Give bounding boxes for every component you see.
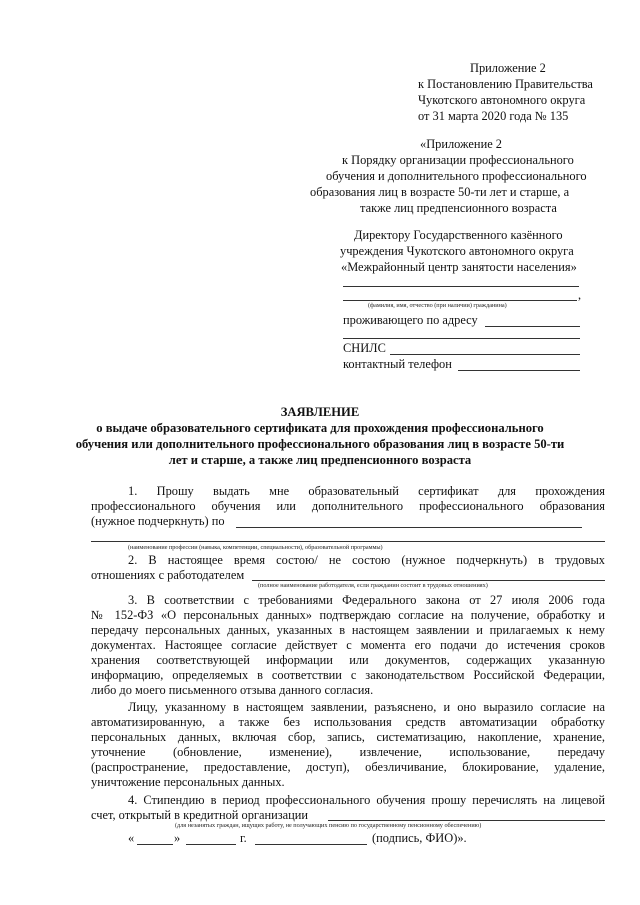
address-field[interactable] xyxy=(485,326,580,327)
profession-field[interactable] xyxy=(236,527,582,528)
item-3-paragraph xyxy=(91,593,605,698)
item-1-line: 1. Прошу выдать мне образовательный сертификат для прохождения xyxy=(128,484,605,498)
item-1-paragraph xyxy=(91,484,605,514)
phone-field[interactable] xyxy=(458,370,580,371)
addressee-line: Директору Государственного казённого xyxy=(354,228,563,242)
bank-hint: (для незанятых граждан, ищущих работу, не получающих пенсию по государственному пенсионному обеспечению) xyxy=(175,822,482,829)
employer-hint: (полное наименование работодателя, если гражданин состоит в трудовых отношениях) xyxy=(258,582,488,589)
item-1-line: (нужное подчеркнуть) по xyxy=(91,514,225,528)
address-field-2[interactable] xyxy=(343,338,580,339)
bank-field[interactable] xyxy=(328,820,605,821)
inner-appendix-title: «Приложение 2 xyxy=(420,137,502,151)
name-field-hint: (фамилия, имя, отчество (при наличии) гражданина) xyxy=(368,302,507,309)
inner-appendix-line: обучения и дополнительного профессионального xyxy=(326,169,587,183)
appendix-date: от 31 марта 2020 года № 135 xyxy=(418,109,569,123)
item-3-line: либо до моего письменного отзыва данного согласия. xyxy=(91,683,374,697)
inner-appendix-line: к Порядку организации профессионального xyxy=(342,153,574,167)
consent-line: Лицу, указанному в настоящем заявлении, разъяснено, и оно выразило согласие на xyxy=(128,700,605,714)
profession-field-2[interactable] xyxy=(91,541,605,542)
signature-label: (подпись, ФИО)». xyxy=(372,831,467,845)
consent-line: автоматизированную, а также без использования средств автоматизации обработку xyxy=(91,715,605,729)
consent-line: уничтожение персональных данных. xyxy=(91,775,285,789)
item-4-paragraph xyxy=(91,793,605,808)
day-field[interactable] xyxy=(137,844,173,845)
item-2-paragraph xyxy=(91,553,605,568)
item-2-line: отношениях с работодателем xyxy=(91,568,245,582)
statement-heading: ЗАЯВЛЕНИЕ xyxy=(280,405,360,419)
item-4-line: счет, открытый в кредитной организации xyxy=(91,808,309,822)
appendix-decree: к Постановлению Правительства xyxy=(418,77,593,91)
item-2-line: 2. В настоящее время состою/ не состою (нужное подчеркнуть) в трудовых xyxy=(128,553,605,567)
item-3-line: № 152-ФЗ «О персональных данных» подтверждаю согласие на получение, обработку и xyxy=(91,608,605,622)
profession-hint: (наименование профессии (навыка, компетенции, специальности), образовательной программы) xyxy=(128,544,383,551)
appendix-title: Приложение 2 xyxy=(470,61,546,75)
month-field[interactable] xyxy=(186,844,236,845)
year-suffix: г. xyxy=(240,831,247,845)
name-comma: , xyxy=(578,288,582,302)
employer-field[interactable] xyxy=(252,580,605,581)
item-3-line: информацию, определяемых в соответствии с законодательством Российской Федерации, xyxy=(91,668,605,682)
snils-field[interactable] xyxy=(390,354,580,355)
appendix-region: Чукотского автономного округа xyxy=(418,93,586,107)
snils-label: СНИЛС xyxy=(343,341,386,355)
consent-line: (распространение, предоставление, доступ), обезличивание, блокирование, удаление, xyxy=(91,760,605,774)
statement-subtitle: о выдаче образовательного сертификата для прохождения профессионального xyxy=(96,421,544,435)
applicant-name-field-2[interactable] xyxy=(343,300,577,301)
consent-line: уточнение (обновление, изменение), извлечение, использование, передачу xyxy=(91,745,605,759)
statement-subtitle: обучения или дополнительного профессионального образования лиц в возрасте 50-ти xyxy=(75,437,565,451)
consent-paragraph xyxy=(91,700,605,790)
consent-line: персональных данных, включая сбор, запись, систематизацию, накопление, хранение, xyxy=(91,730,605,744)
signature-field[interactable] xyxy=(255,844,367,845)
item-1-line: профессионального обучения или дополнительного профессионального образования xyxy=(91,499,605,513)
item-3-line: хранения соответствующей информации или документов, содержащих указанную xyxy=(91,653,605,667)
applicant-name-field-1[interactable] xyxy=(343,286,579,287)
address-label: проживающего по адресу xyxy=(343,313,478,327)
item-3-line: передачу персональных данных, указанных в настоящем заявлении и прилагаемых к нему xyxy=(91,623,605,637)
statement-subtitle: лет и старше, а также лиц предпенсионного возраста xyxy=(168,453,472,467)
addressee-line: учреждения Чукотского автономного округа xyxy=(340,244,574,258)
date-close-quote: » xyxy=(174,831,181,845)
item-4-line: 4. Стипендию в период профессионального обучения прошу перечислять на лицевой xyxy=(128,793,605,807)
phone-label: контактный телефон xyxy=(343,357,452,371)
addressee-line: «Межрайонный центр занятости населения» xyxy=(341,260,577,274)
date-open-quote: « xyxy=(128,831,135,845)
item-3-line: документах. Настоящее согласие действует с момента его подачи до истечения сроков xyxy=(91,638,605,652)
inner-appendix-line: образования лиц в возрасте 50-ти лет и старше, а xyxy=(310,185,570,199)
item-3-line: 3. В соответствии с требованиями Федерального закона от 27 июля 2006 года xyxy=(128,593,605,607)
inner-appendix-line: также лиц предпенсионного возраста xyxy=(360,201,557,215)
